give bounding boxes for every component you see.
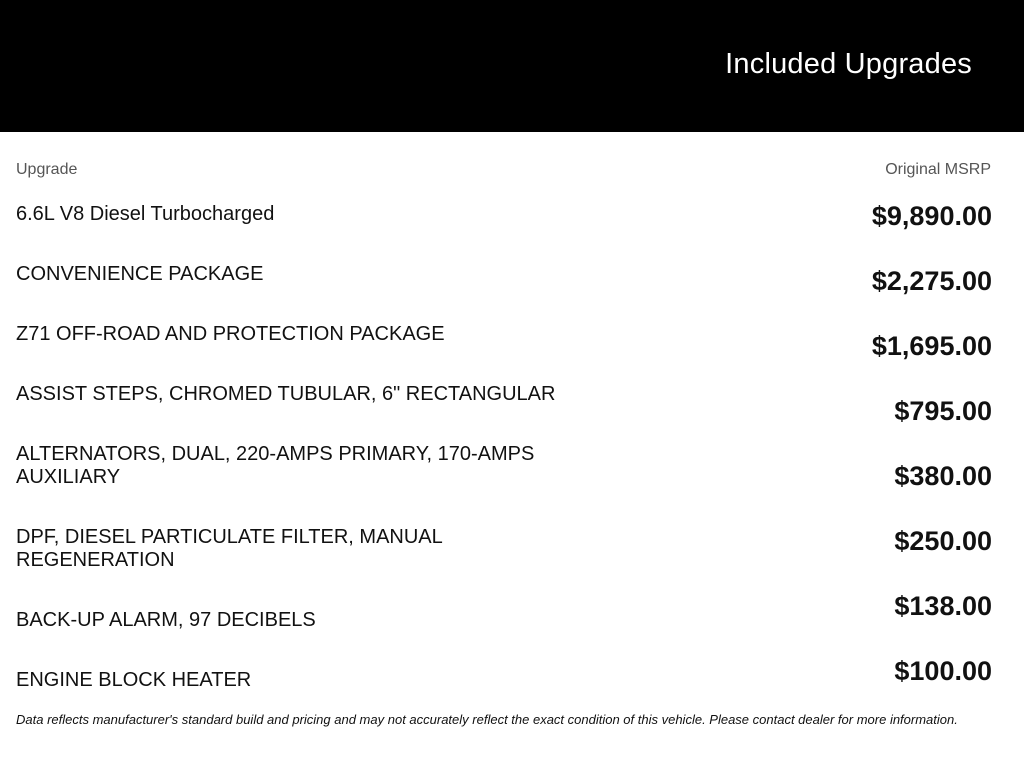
upgrade-name: ENGINE BLOCK HEATER [16,669,252,691]
column-header-msrp: Original MSRP [885,161,991,178]
upgrade-price: $250.00 [894,526,992,556]
column-header-upgrade: Upgrade [16,161,78,178]
upgrade-name: 6.6L V8 Diesel Turbocharged [16,203,275,225]
upgrade-price: $9,890.00 [871,201,992,231]
upgrade-price: $795.00 [894,396,992,426]
upgrade-price: $1,695.00 [871,331,992,361]
upgrade-price: $380.00 [894,461,992,491]
disclaimer-text: Data reflects manufacturer's standard build and pricing and may not accurately reflect the exact condition of this vehicle. Please contact dealer for more information. [16,712,958,727]
upgrade-name: ASSIST STEPS, CHROMED TUBULAR, 6" RECTANGULAR [16,383,556,405]
upgrade-price: $138.00 [894,591,992,621]
upgrade-name: ALTERNATORS, DUAL, 220-AMPS PRIMARY, 170-AMPS AUXILIARY [16,443,535,488]
upgrade-name: BACK-UP ALARM, 97 DECIBELS [16,609,316,631]
upgrade-name: CONVENIENCE PACKAGE [16,263,264,285]
page-title: Included Upgrades [725,48,972,80]
upgrade-name: Z71 OFF-ROAD AND PROTECTION PACKAGE [16,323,445,345]
upgrade-name: DPF, DIESEL PARTICULATE FILTER, MANUAL REGENERATION [16,526,443,571]
upgrade-price: $2,275.00 [871,266,992,296]
upgrade-price: $100.00 [894,656,992,686]
